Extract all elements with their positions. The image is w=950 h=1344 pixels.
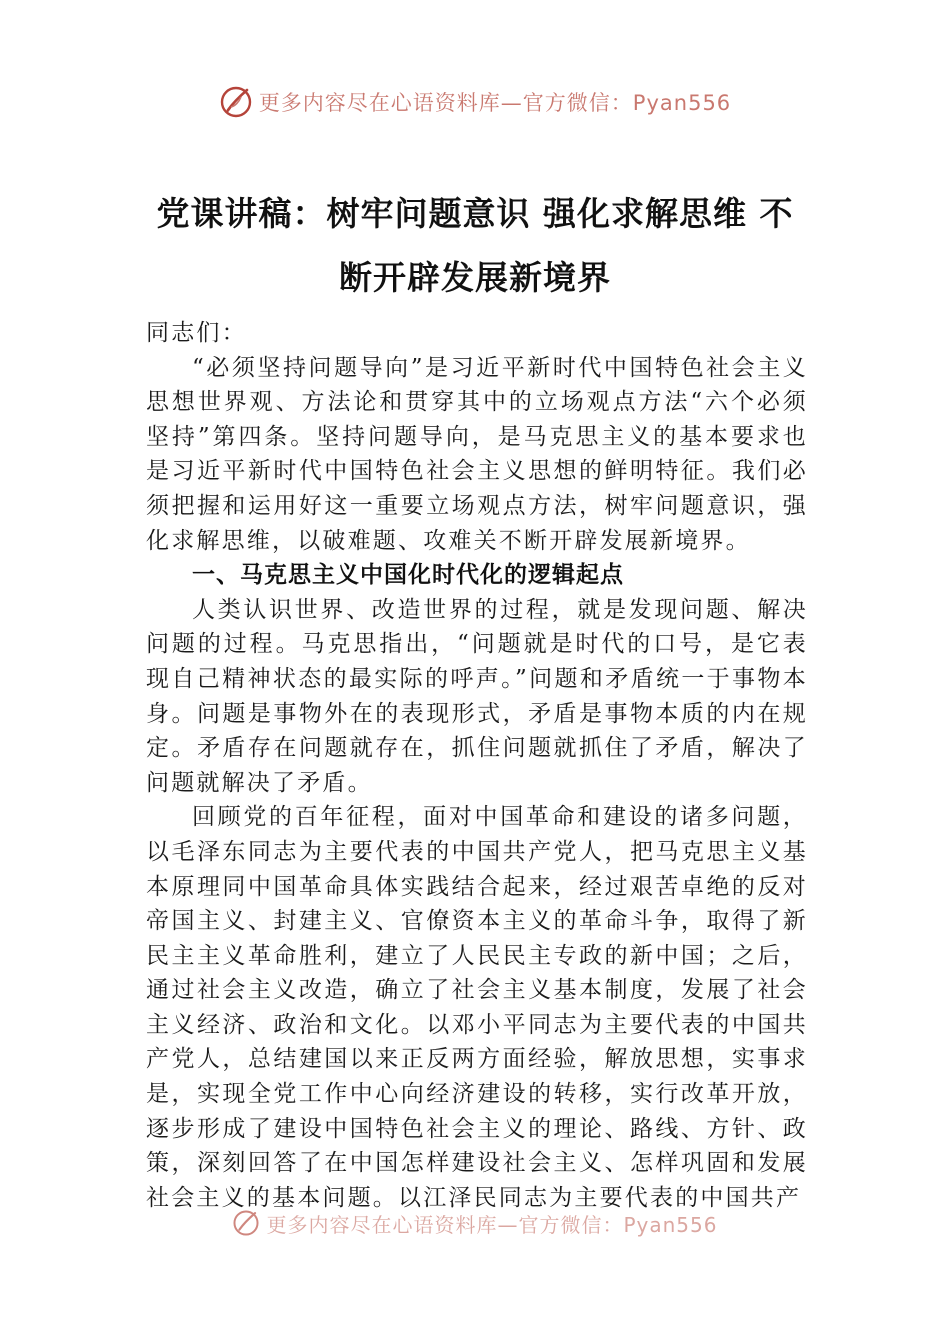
footer-watermark bbox=[0, 1206, 950, 1240]
watermark-text: 更多内容尽在心语资料库—官方微信：Pyan556 bbox=[266, 1212, 718, 1237]
section-paragraph: 人类认识世界、改造世界的过程，就是发现问题、解决问题的过程。马克思指出，“问题就是时代的口号，是它表现自己精神状态的最实际的呼声。”问题和矛盾统一于事物本身。问题是事物外在的表现形式，矛盾是事物本质的内在规定。矛盾存在问题就存在，抓住问题就抓住了矛盾，解决了问题就解决了矛盾。 bbox=[146, 596, 808, 796]
quill-logo-icon bbox=[232, 1209, 260, 1237]
document-title: 党课讲稿：树牢问题意识 强化求解思维 不断开辟发展新境界 bbox=[156, 194, 794, 297]
section-heading: 一、马克思主义中国化时代化的逻辑起点 bbox=[192, 562, 624, 589]
watermark-text: 更多内容尽在心语资料库—官方微信：Pyan556 bbox=[258, 91, 732, 115]
intro-paragraph: “必须坚持问题导向”是习近平新时代中国特色社会主义思想世界观、方法论和贯穿其中的立场观点方法“六个必须坚持”第四条。坚持问题导向，是马克思主义的基本要求也是习近平新时代中国特色社会主义思想的鲜明特征。我们必须把握和运用好这一重要立场观点方法，树牢问题意识，强化求解思维，以破难题、攻难关不断开辟发展新境界。 bbox=[146, 354, 808, 554]
header-watermark bbox=[0, 82, 950, 122]
quill-logo-icon bbox=[219, 85, 253, 119]
section-paragraph: 回顾党的百年征程，面对中国革命和建设的诸多问题，以毛泽东同志为主要代表的中国共产党人，把马克思主义基本原理同中国革命具体实践结合起来，经过艰苦卓绝的反对帝国主义、封建主义、官僚资本主义的革命斗争，取得了新民主主义革命胜利，建立了人民民主专政的新中国；之后，通过社会主义改造，确立了社会主义基本制度，发展了社会主义经济、政治和文化。以邓小平同志为主要代表的中国共产党人，总结建国以来正反两方面经验，解放思想，实事求是，实现全党工作中心向经济建设的转移，实行改革开放，逐步形成了建设中国特色社会主义的理论、路线、方针、政策，深刻回答了在中国怎样建设社会主义、怎样巩固和发展社会主义的基本问题。以江泽民同志为主要代表的中国共产 bbox=[146, 804, 808, 1211]
salutation: 同志们： bbox=[146, 320, 247, 346]
document-body bbox=[146, 316, 808, 1215]
